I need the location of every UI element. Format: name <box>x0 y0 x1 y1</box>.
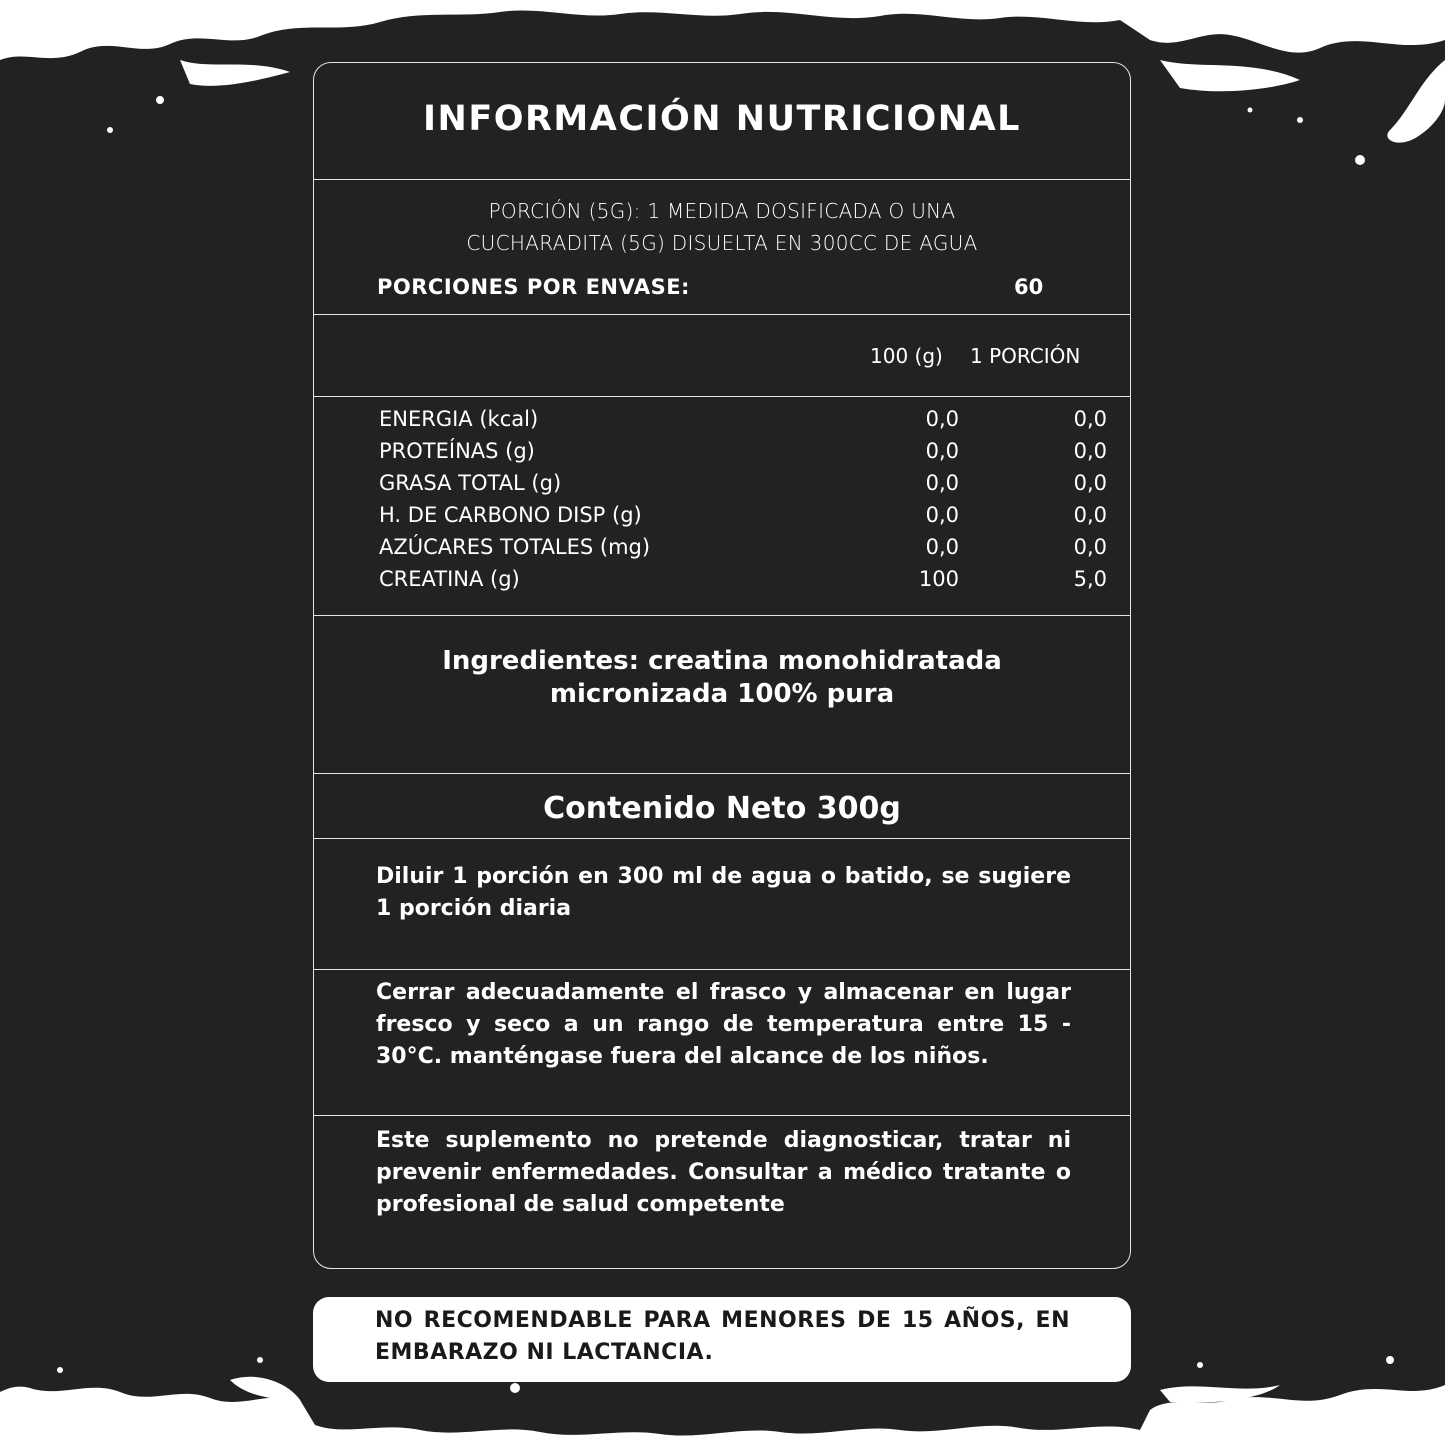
nutrient-name: CREATINA (g) <box>379 567 520 591</box>
nutrient-name: GRASA TOTAL (g) <box>379 471 562 495</box>
serving-line: PORCIÓN (5G): 1 MEDIDA DOSIFICADA O UNA <box>488 199 956 223</box>
nutrient-per100: 0,0 <box>925 439 959 463</box>
serving-line: CUCHARADITA (5G) DISUELTA EN 300CC DE AGUA <box>466 231 978 255</box>
warning-box <box>313 1297 1131 1382</box>
nutrient-perportion: 0,0 <box>1073 439 1107 463</box>
nutrient-perportion: 0,0 <box>1073 503 1107 527</box>
ingredients-line: micronizada 100% pura <box>549 679 895 709</box>
serving-size <box>354 195 1090 259</box>
divider <box>314 615 1130 616</box>
ingredients-line: Ingredientes: creatina monohidratada <box>442 646 1002 676</box>
usage-text: Diluir 1 porción en 300 ml de agua o batido, se sugiere 1 porción diaria <box>376 864 1071 921</box>
nutrient-per100: 100 <box>918 567 959 591</box>
divider <box>314 179 1130 180</box>
net-content: Contenido Neto 300g <box>543 791 901 826</box>
table-row <box>379 469 1107 501</box>
nutrient-perportion: 5,0 <box>1073 567 1107 591</box>
nutrient-per100: 0,0 <box>925 503 959 527</box>
disclaimer-text: Este suplemento no pretende diagnosticar, tratar ni prevenir enfermedades. Consultar a médico tratante o profesional de salud competente <box>376 1128 1071 1217</box>
divider <box>314 773 1130 774</box>
table-row <box>379 405 1107 437</box>
nutrient-per100: 0,0 <box>925 471 959 495</box>
divider <box>314 969 1130 970</box>
nutrient-per100: 0,0 <box>925 407 959 431</box>
nutrient-name: AZÚCARES TOTALES (mg) <box>379 535 651 559</box>
nutrient-perportion: 0,0 <box>1073 535 1107 559</box>
nutrient-per100: 0,0 <box>925 535 959 559</box>
nutrient-perportion: 0,0 <box>1073 407 1107 431</box>
nutrition-panel <box>313 62 1131 1269</box>
nutrient-name: PROTEÍNAS (g) <box>379 439 535 463</box>
divider <box>314 396 1130 397</box>
column-header-portion: 1 PORCIÓN <box>970 344 1081 368</box>
panel-title: INFORMACIÓN NUTRICIONAL <box>423 99 1021 139</box>
table-row <box>379 565 1107 597</box>
nutrient-perportion: 0,0 <box>1073 471 1107 495</box>
warning-text: NO RECOMENDABLE PARA MENORES DE 15 AÑOS, EN EMBARAZO NI LACTANCIA. <box>375 1308 1070 1365</box>
ingredients-text <box>344 645 1100 711</box>
nutrient-name: ENERGIA (kcal) <box>379 407 539 431</box>
nutrient-name: H. DE CARBONO DISP (g) <box>379 503 642 527</box>
divider <box>314 838 1130 839</box>
nutrient-table <box>379 405 1107 597</box>
storage-text: Cerrar adecuadamente el frasco y almacenar en lugar fresco y seco a un rango de temperatura entre 15 - 30°C. manténgase fuera del alcance de los niños. <box>376 980 1071 1069</box>
table-row <box>379 533 1107 565</box>
servings-per-pack-label: PORCIONES POR ENVASE: <box>377 275 690 299</box>
divider <box>314 314 1130 315</box>
table-row <box>379 437 1107 469</box>
servings-per-pack-value: 60 <box>1014 275 1044 299</box>
table-row <box>379 501 1107 533</box>
divider <box>314 1115 1130 1116</box>
column-header-100g: 100 (g) <box>870 344 943 368</box>
